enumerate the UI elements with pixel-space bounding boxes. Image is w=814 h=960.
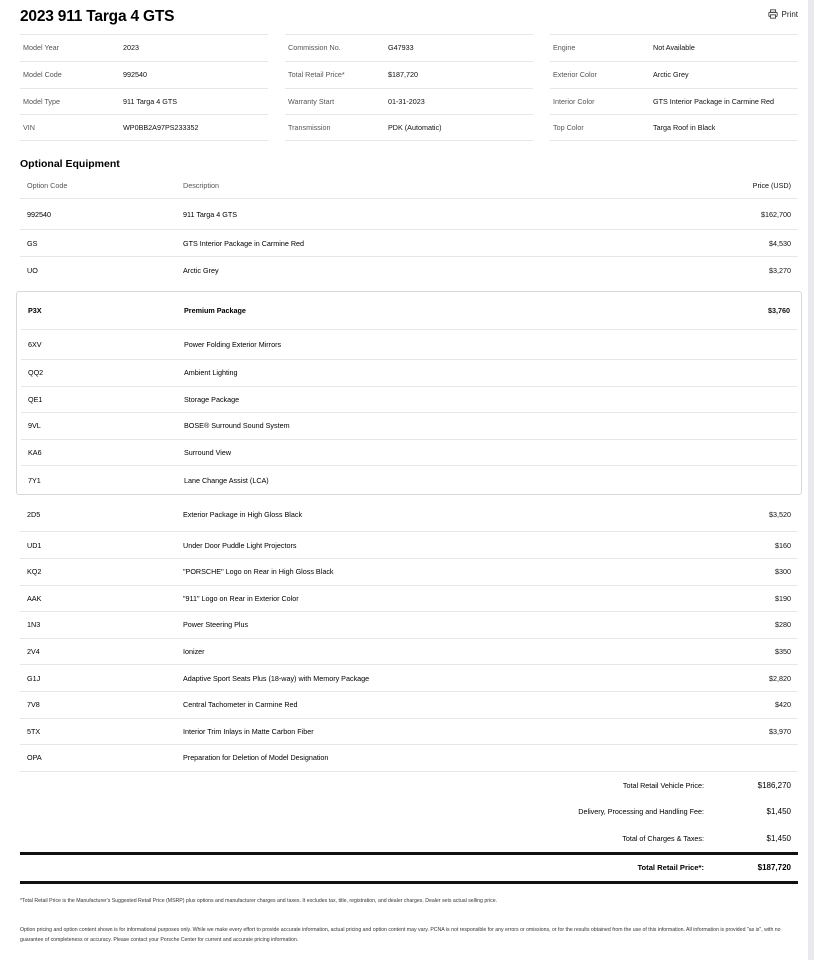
table-row (20, 532, 798, 559)
header-price: Price (USD) (752, 180, 791, 190)
option-description: Central Tachometer in Carmine Red (183, 700, 298, 710)
spec-label: Interior Color (553, 96, 595, 106)
spec-row-model-code (20, 61, 268, 88)
option-description: BOSE® Surround Sound System (184, 421, 290, 431)
option-code: AAK (27, 593, 42, 603)
total-value: $186,270 (757, 780, 791, 790)
spec-value: PDK (Automatic) (388, 123, 442, 133)
table-row (20, 612, 798, 639)
spec-row-commission (285, 34, 533, 61)
option-price: $160 (775, 540, 791, 550)
spec-value: 911 Targa 4 GTS (123, 96, 178, 106)
option-code: 6XV (28, 340, 42, 349)
option-code: 992540 (27, 209, 51, 219)
page-title: 2023 911 Targa 4 GTS (20, 8, 175, 25)
total-value: $187,720 (757, 863, 791, 872)
option-description: Arctic Grey (183, 266, 219, 275)
spec-label: Model Type (23, 96, 61, 106)
table-row (20, 257, 798, 284)
total-value: $1,450 (766, 807, 791, 817)
table-row (20, 586, 798, 613)
spec-row-exterior-color (550, 61, 798, 88)
price-footnote: *Total Retail Price is the Manufacturer's Suggested Retail Price (MSRP) plus options and manufacturer charges and taxes. It excludes tax, title, registration, and dealer charges. Dealer sets actual selling price. (20, 898, 498, 904)
option-description: "911" Logo on Rear in Exterior Color (183, 593, 299, 603)
option-code: 1N3 (27, 620, 41, 630)
option-description: Preparation for Deletion of Model Designation (183, 753, 329, 763)
option-price: $420 (775, 700, 791, 710)
option-code: QQ2 (28, 368, 44, 378)
total-label: Total Retail Price*: (637, 863, 704, 872)
optional-equipment-table (20, 172, 798, 772)
package-item-row (21, 360, 797, 387)
price-totals (20, 772, 798, 884)
option-description: Power Steering Plus (183, 620, 249, 630)
spec-label: Model Code (23, 70, 62, 80)
package-item-row (21, 440, 797, 467)
option-code: QE1 (28, 394, 43, 404)
table-row (20, 639, 798, 666)
option-code: 5TX (27, 726, 41, 736)
spec-label: VIN (23, 123, 35, 133)
optional-equipment-title: Optional Equipment (20, 158, 120, 170)
option-description: 911 Targa 4 GTS (183, 209, 238, 219)
spec-row-interior-color (550, 88, 798, 115)
option-code: 9VL (28, 421, 41, 431)
option-code: GS (27, 238, 38, 248)
table-row (20, 719, 798, 746)
grand-total-line (20, 855, 798, 881)
delivery-fee-line (20, 799, 798, 826)
option-description: Under Door Puddle Light Projectors (183, 540, 297, 550)
option-description: Adaptive Sport Seats Plus (18-way) with Memory Package (183, 673, 370, 683)
table-row (20, 199, 798, 230)
spec-row-vin (20, 114, 268, 141)
option-description: Surround View (184, 448, 232, 458)
spec-label: Model Year (23, 43, 59, 53)
option-code: 7V8 (27, 700, 40, 710)
package-item-row (21, 466, 797, 494)
header-description: Description (183, 180, 219, 190)
divider (20, 881, 798, 884)
option-description: Ionizer (183, 647, 205, 657)
total-vehicle-price-line (20, 772, 798, 799)
total-value: $1,450 (766, 833, 791, 843)
spec-value: GTS Interior Package in Carmine Red (653, 96, 775, 106)
table-row (20, 230, 798, 257)
option-price: $280 (775, 620, 791, 630)
package-row (21, 292, 797, 330)
option-description: Power Folding Exterior Mirrors (184, 340, 282, 349)
option-code: 7Y1 (28, 475, 41, 485)
spec-row-model-type (20, 88, 268, 115)
table-row (20, 498, 798, 532)
spec-value: G47933 (388, 43, 414, 53)
print-label: Print (781, 9, 798, 19)
package-item-row (21, 330, 797, 360)
option-price: $2,820 (769, 673, 791, 683)
option-price: $4,530 (769, 238, 791, 248)
option-code: UO (27, 266, 38, 275)
option-description: "PORSCHE" Logo on Rear in High Gloss Black (183, 567, 334, 577)
spec-label: Exterior Color (553, 70, 597, 80)
table-row (20, 745, 798, 772)
option-price: $300 (775, 567, 791, 577)
option-description: GTS Interior Package in Carmine Red (183, 238, 305, 248)
total-label: Total of Charges & Taxes: (622, 833, 704, 843)
spec-label: Transmission (288, 123, 331, 133)
option-price: $3,270 (769, 266, 791, 275)
spec-value: WP0BB2A97PS233352 (123, 123, 199, 133)
spec-label: Top Color (553, 123, 584, 133)
print-button[interactable] (768, 9, 798, 19)
spec-value: Targa Roof in Black (653, 123, 716, 133)
printer-icon (768, 9, 778, 19)
header-option-code: Option Code (27, 180, 68, 190)
option-code: 2D5 (27, 510, 41, 520)
option-code: KQ2 (27, 567, 42, 577)
spec-column (20, 34, 268, 141)
option-price: $190 (775, 593, 791, 603)
scrollbar-track[interactable] (808, 0, 814, 960)
option-description: Interior Trim Inlays in Matte Carbon Fiber (183, 726, 314, 736)
package-item-row (21, 413, 797, 440)
total-label: Total Retail Vehicle Price: (622, 780, 704, 790)
package-item-row (21, 387, 797, 414)
option-description: Ambient Lighting (184, 368, 238, 378)
spec-label: Commission No. (288, 43, 341, 53)
option-price: $3,760 (768, 306, 790, 315)
spec-row-engine (550, 34, 798, 61)
option-description: Exterior Package in High Gloss Black (183, 510, 303, 520)
spec-value: Not Available (653, 43, 695, 53)
spec-value: Arctic Grey (653, 70, 689, 80)
option-description: Premium Package (184, 306, 246, 315)
option-code: 2V4 (27, 647, 40, 657)
spec-label: Engine (553, 43, 576, 53)
spec-column (550, 34, 798, 141)
vehicle-specs (20, 34, 798, 141)
spec-column (285, 34, 533, 141)
total-label: Delivery, Processing and Handling Fee: (578, 807, 704, 817)
premium-package-group (16, 291, 802, 495)
option-code: OPA (27, 753, 42, 763)
spec-value: 01-31-2023 (388, 96, 425, 106)
option-code: P3X (28, 306, 42, 315)
option-price: $350 (775, 647, 791, 657)
option-description: Storage Package (184, 394, 240, 404)
spec-value: 2023 (123, 43, 139, 53)
spec-row-total-price (285, 61, 533, 88)
spec-value: 992540 (123, 70, 147, 80)
table-row (20, 692, 798, 719)
option-price: $3,970 (769, 726, 791, 736)
option-price: $3,520 (769, 510, 791, 520)
spec-row-warranty (285, 88, 533, 115)
spec-label: Warranty Start (288, 96, 335, 106)
spec-row-transmission (285, 114, 533, 141)
spec-row-model-year (20, 34, 268, 61)
spec-label: Total Retail Price* (288, 70, 345, 80)
charges-taxes-line (20, 825, 798, 852)
pricing-disclaimer: Option pricing and option content shown is for informational purposes only. While we make every effort to provide accurate information, actual pricing and option content may vary. PCNA is not responsible for any errors or omissions, or for the results obtained from the use of this information. All information is provided "as is", with no guarantee of completeness or accuracy. Please contact your Porsche Center for current and accurate pricing information. (20, 927, 781, 943)
table-header (20, 172, 798, 199)
table-row (20, 559, 798, 586)
option-code: KA6 (28, 448, 42, 458)
spec-value: $187,720 (388, 70, 418, 80)
option-description: Lane Change Assist (LCA) (184, 475, 269, 485)
option-code: UD1 (27, 540, 42, 550)
option-code: G1J (27, 673, 41, 683)
option-price: $162,700 (761, 209, 791, 219)
table-row (20, 665, 798, 692)
spec-row-top-color (550, 114, 798, 141)
